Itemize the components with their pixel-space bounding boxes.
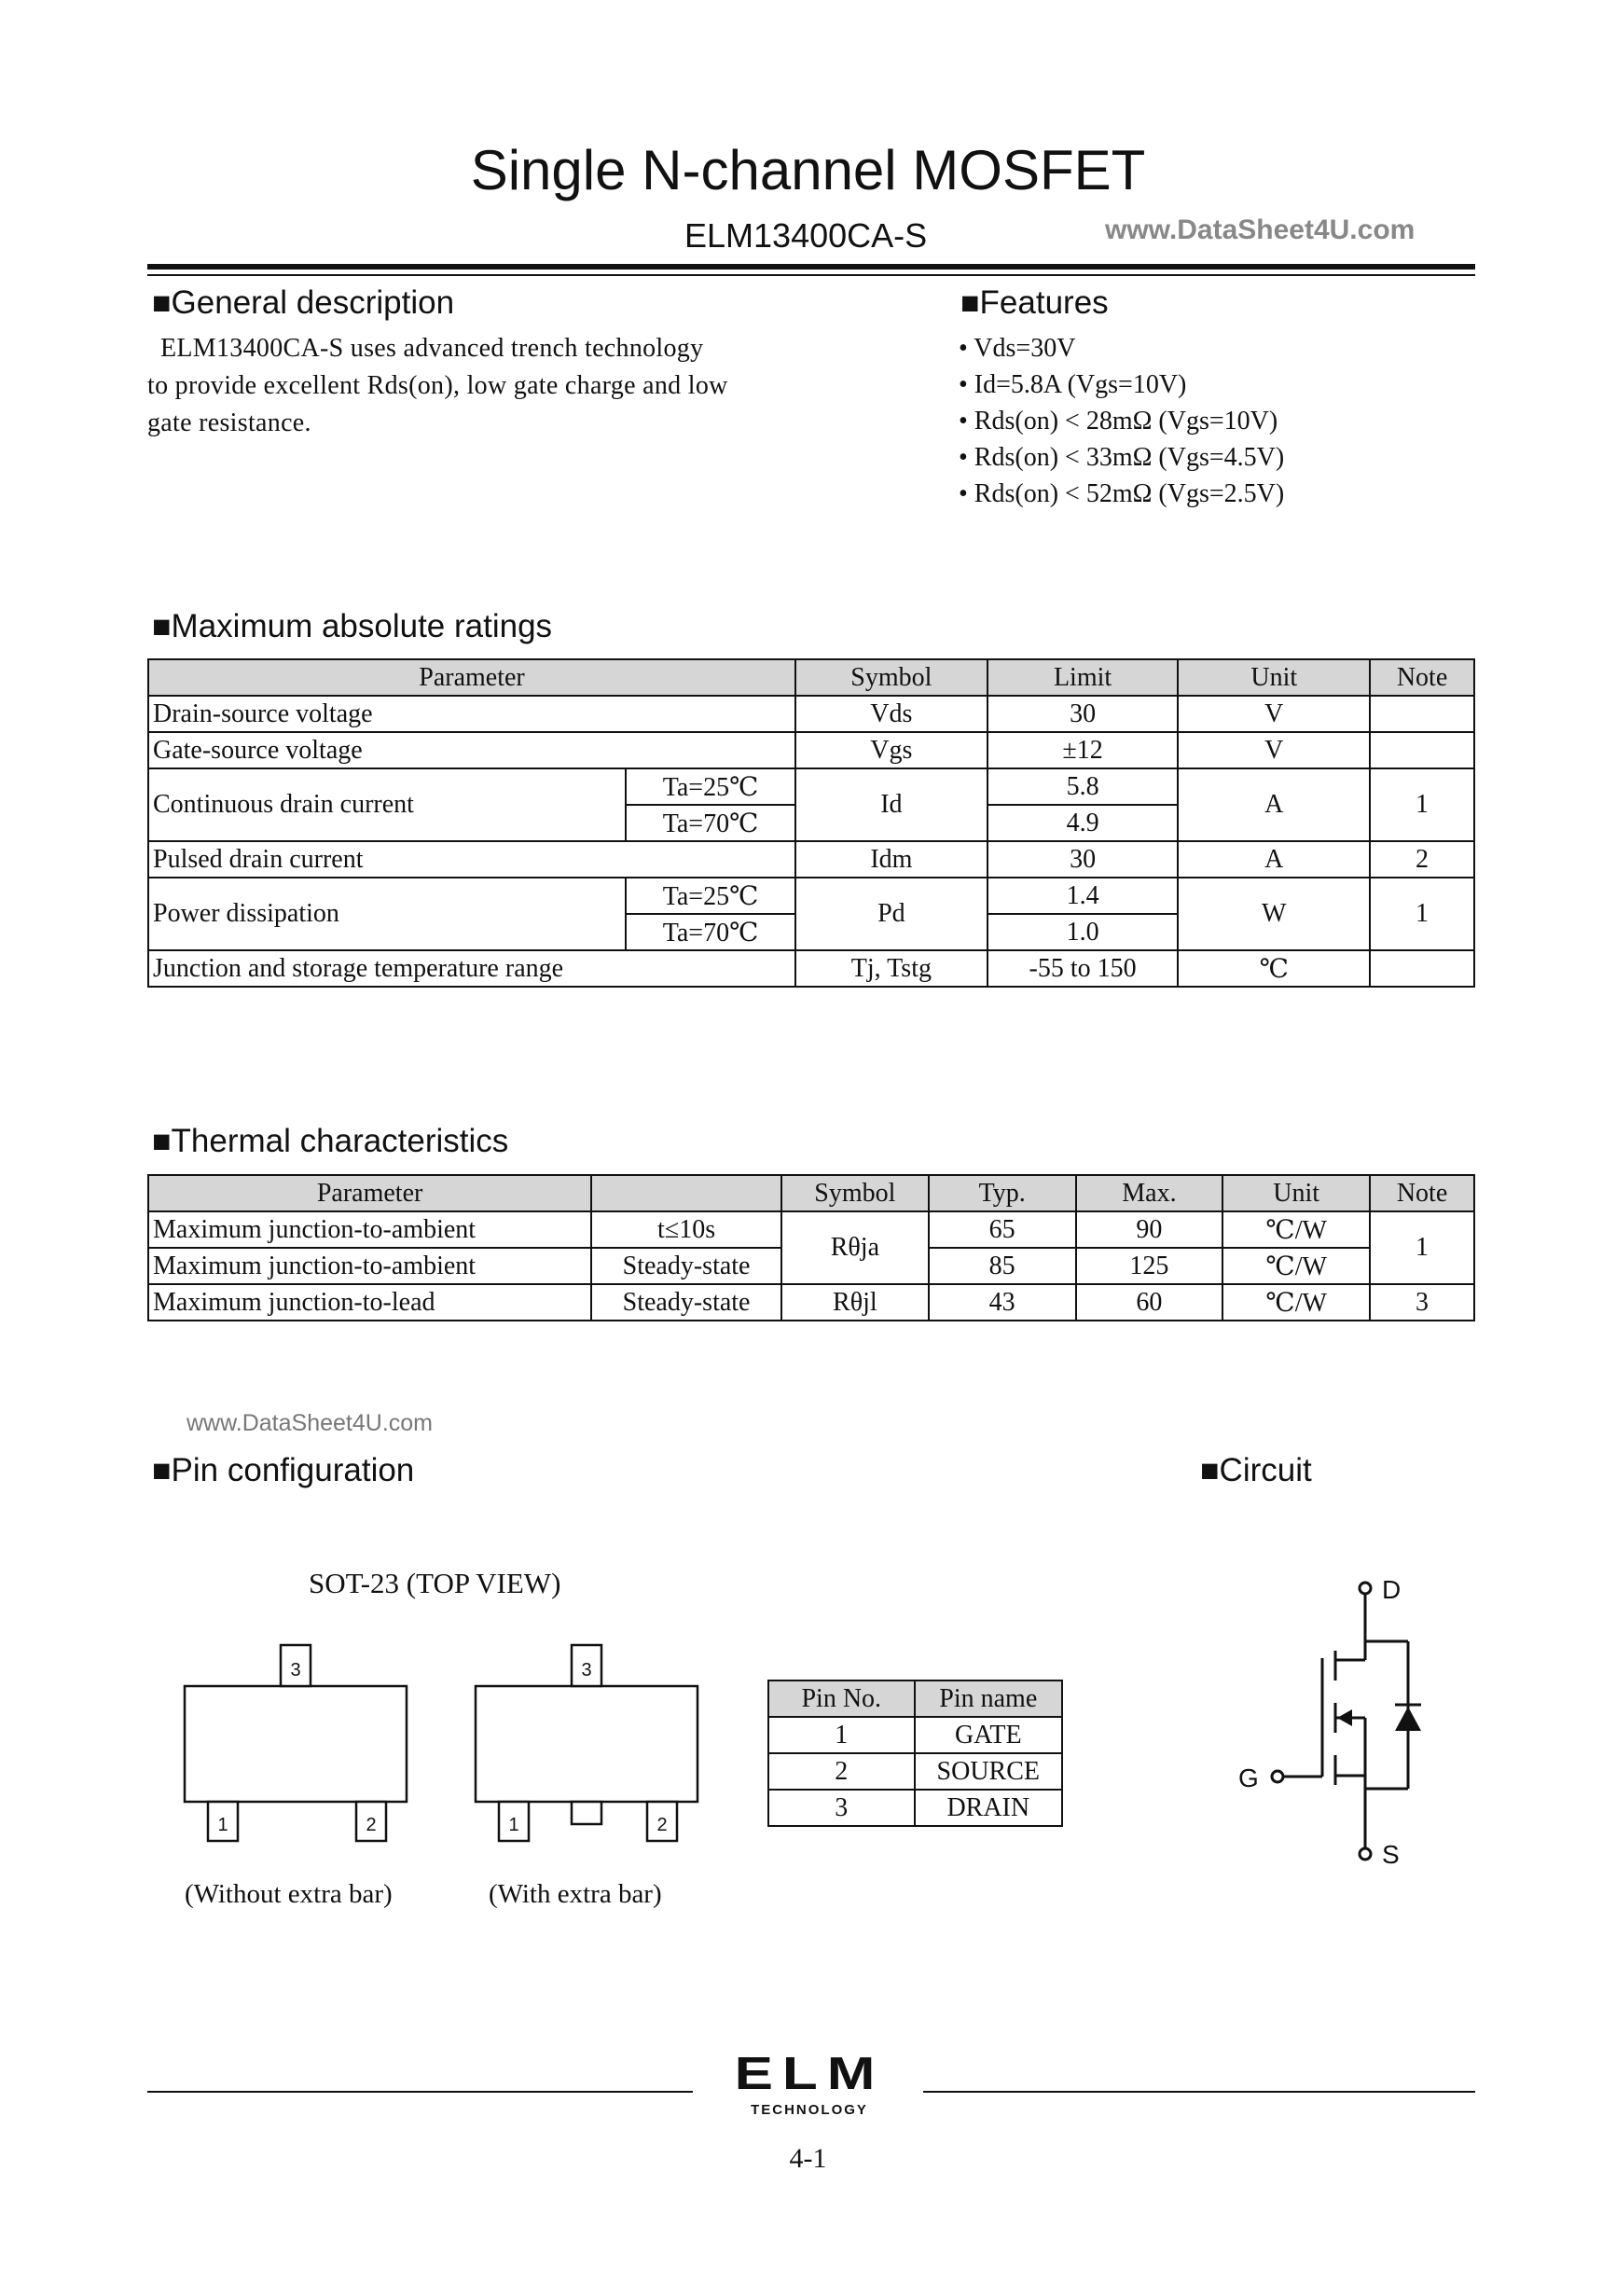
package-label: SOT-23 (TOP VIEW) <box>309 1567 561 1599</box>
col-header: Pin No. <box>768 1681 915 1717</box>
table-header-row <box>768 1681 1062 1717</box>
ratings-table <box>147 658 1475 988</box>
cell-param: Drain-source voltage <box>148 696 795 732</box>
thermal-heading: ■Thermal characteristics <box>152 1123 509 1159</box>
cell-limit: 1.4 <box>988 878 1179 914</box>
cell-limit: 1.0 <box>988 914 1179 950</box>
page-title: Single N-channel MOSFET <box>470 139 1146 201</box>
pin-number-label: 2 <box>366 1815 377 1835</box>
pin-table <box>767 1680 1063 1827</box>
cell-param: Maximum junction-to-ambient <box>148 1211 591 1248</box>
cell-typ: 43 <box>929 1284 1076 1321</box>
table-row <box>768 1717 1062 1753</box>
cell-typ: 85 <box>929 1248 1076 1284</box>
watermark-mid[interactable]: www.DataSheet4U.com <box>186 1410 434 1436</box>
cell-pin-name: SOURCE <box>915 1753 1062 1790</box>
feature-item: • Rds(on) < 28mΩ (Vgs=10V) <box>959 407 1278 436</box>
general-description <box>147 330 837 442</box>
col-header: Pin name <box>915 1681 1062 1717</box>
logo-subtext: TECHNOLOGY <box>751 2102 868 2118</box>
footer-rule-right <box>923 2091 1475 2093</box>
col-header: Note <box>1370 1175 1474 1211</box>
cell-limit: 30 <box>988 696 1179 732</box>
caption-with-bar: (With extra bar) <box>489 1879 662 1909</box>
drain-terminal-icon <box>1360 1583 1371 1594</box>
col-header: Parameter <box>148 1175 591 1211</box>
table-row <box>768 1753 1062 1790</box>
page-number: 4-1 <box>789 2143 827 2174</box>
general-line: to provide excellent Rds(on), low gate charge and low <box>147 371 728 400</box>
gate-label: G <box>1238 1763 1259 1792</box>
cell-unit: ℃ <box>1178 950 1370 987</box>
cell-pin-no: 3 <box>768 1790 915 1826</box>
cell-symbol: Pd <box>795 878 988 950</box>
table-header-row <box>148 1175 1474 1211</box>
feature-item: • Id=5.8A (Vgs=10V) <box>959 370 1187 399</box>
cell-pin-name: DRAIN <box>915 1790 1062 1826</box>
table-row <box>148 841 1474 878</box>
cell-condition: Steady-state <box>591 1248 781 1284</box>
company-logo <box>716 2048 903 2118</box>
caption-without-bar: (Without extra bar) <box>185 1879 393 1909</box>
cell-unit: ℃/W <box>1222 1211 1370 1248</box>
mosfet-symbol <box>1222 1548 1492 1874</box>
features-list <box>959 330 1284 512</box>
table-row <box>148 696 1474 732</box>
cell-unit: ℃/W <box>1222 1284 1370 1321</box>
features-heading: ■Features <box>960 284 1109 321</box>
cell-condition: Ta=70℃ <box>626 805 795 841</box>
table-row <box>148 768 1474 805</box>
col-header: Limit <box>988 659 1179 696</box>
table-header-row <box>148 659 1474 696</box>
cell-condition: Ta=70℃ <box>626 914 795 950</box>
cell-note <box>1370 950 1474 987</box>
thermal-table <box>147 1174 1475 1321</box>
cell-typ: 65 <box>929 1211 1076 1248</box>
cell-unit: A <box>1178 841 1370 878</box>
cell-unit: W <box>1178 878 1370 950</box>
cell-note: 1 <box>1370 768 1474 841</box>
table-row <box>148 1284 1474 1321</box>
cell-unit: V <box>1178 696 1370 732</box>
square-bullet-icon: ■ <box>152 609 172 644</box>
cell-symbol: Rθjl <box>781 1284 929 1321</box>
cell-symbol: Rθja <box>781 1211 929 1284</box>
diode-icon <box>1395 1707 1421 1731</box>
footer-rule-left <box>147 2091 693 2093</box>
square-bullet-icon: ■ <box>1200 1453 1220 1488</box>
square-bullet-icon: ■ <box>152 285 172 321</box>
cell-limit: 30 <box>988 841 1179 878</box>
pin-number-label: 3 <box>581 1660 592 1681</box>
source-label: S <box>1382 1840 1400 1869</box>
general-line: gate resistance. <box>147 408 311 437</box>
table-row <box>148 1211 1474 1248</box>
circuit-heading: ■Circuit <box>1200 1452 1312 1488</box>
channel-arrow-icon <box>1337 1709 1352 1726</box>
cell-limit: ±12 <box>988 732 1179 768</box>
header-rule-thick <box>147 264 1475 270</box>
drain-label: D <box>1382 1575 1402 1604</box>
cell-note <box>1370 732 1474 768</box>
cell-note: 3 <box>1370 1284 1474 1321</box>
pin-number-label: 3 <box>290 1660 301 1681</box>
cell-unit: V <box>1178 732 1370 768</box>
cell-param: Junction and storage temperature range <box>148 950 795 987</box>
cell-note: 1 <box>1370 878 1474 950</box>
cell-condition: t≤10s <box>591 1211 781 1248</box>
pin-config-heading: ■Pin configuration <box>152 1452 415 1488</box>
cell-limit: 5.8 <box>988 768 1179 805</box>
table-row <box>768 1790 1062 1826</box>
cell-symbol: Tj, Tstg <box>795 950 988 987</box>
col-header: Symbol <box>795 659 988 696</box>
general-heading: ■General description <box>152 284 455 321</box>
cell-param: Maximum junction-to-lead <box>148 1284 591 1321</box>
cell-note <box>1370 696 1474 732</box>
source-terminal-icon <box>1360 1848 1371 1860</box>
cell-note: 1 <box>1370 1211 1474 1284</box>
logo-text: ELM <box>734 2048 885 2100</box>
col-header: Note <box>1370 659 1474 696</box>
sot23-drawings <box>168 1632 727 1856</box>
table-row <box>148 950 1474 987</box>
col-header: Parameter <box>148 659 795 696</box>
table-row <box>148 732 1474 768</box>
cell-unit: A <box>1178 768 1370 841</box>
square-bullet-icon: ■ <box>152 1453 172 1488</box>
part-number: ELM13400CA-S <box>684 216 928 255</box>
col-header: Typ. <box>929 1175 1076 1211</box>
col-header <box>591 1175 781 1211</box>
ratings-heading: ■Maximum absolute ratings <box>152 608 553 644</box>
cell-symbol: Id <box>795 768 988 841</box>
cell-unit: ℃/W <box>1222 1248 1370 1284</box>
col-header: Symbol <box>781 1175 929 1211</box>
cell-param: Power dissipation <box>148 878 626 950</box>
pin-number-label: 1 <box>217 1815 228 1835</box>
general-line: ELM13400CA-S uses advanced trench technology <box>160 334 704 363</box>
square-bullet-icon: ■ <box>152 1124 172 1159</box>
cell-param: Gate-source voltage <box>148 732 795 768</box>
pin-number-label: 2 <box>656 1815 668 1835</box>
cell-condition: Ta=25℃ <box>626 768 795 805</box>
pin-number-label: 1 <box>508 1815 519 1835</box>
cell-symbol: Vds <box>795 696 988 732</box>
cell-limit: -55 to 150 <box>988 950 1179 987</box>
cell-symbol: Idm <box>795 841 988 878</box>
feature-item: • Rds(on) < 33mΩ (Vgs=4.5V) <box>959 443 1285 472</box>
watermark-top[interactable]: www.DataSheet4U.com <box>1105 214 1416 245</box>
cell-symbol: Vgs <box>795 732 988 768</box>
cell-pin-name: GATE <box>915 1717 1062 1753</box>
cell-max: 60 <box>1076 1284 1223 1321</box>
cell-max: 125 <box>1076 1248 1223 1284</box>
cell-condition: Steady-state <box>591 1284 781 1321</box>
gate-terminal-icon <box>1272 1771 1283 1782</box>
table-row <box>148 878 1474 914</box>
feature-item: • Vds=30V <box>959 334 1076 363</box>
square-bullet-icon: ■ <box>960 285 980 321</box>
cell-pin-no: 1 <box>768 1717 915 1753</box>
col-header: Unit <box>1222 1175 1370 1211</box>
col-header: Unit <box>1178 659 1370 696</box>
cell-note: 2 <box>1370 841 1474 878</box>
cell-param: Pulsed drain current <box>148 841 795 878</box>
col-header: Max. <box>1076 1175 1223 1211</box>
cell-limit: 4.9 <box>988 805 1179 841</box>
cell-param: Continuous drain current <box>148 768 626 841</box>
cell-condition: Ta=25℃ <box>626 878 795 914</box>
feature-item: • Rds(on) < 52mΩ (Vgs=2.5V) <box>959 479 1285 508</box>
cell-pin-no: 2 <box>768 1753 915 1790</box>
header-rule-thin <box>147 274 1475 276</box>
cell-param: Maximum junction-to-ambient <box>148 1248 591 1284</box>
cell-max: 90 <box>1076 1211 1223 1248</box>
